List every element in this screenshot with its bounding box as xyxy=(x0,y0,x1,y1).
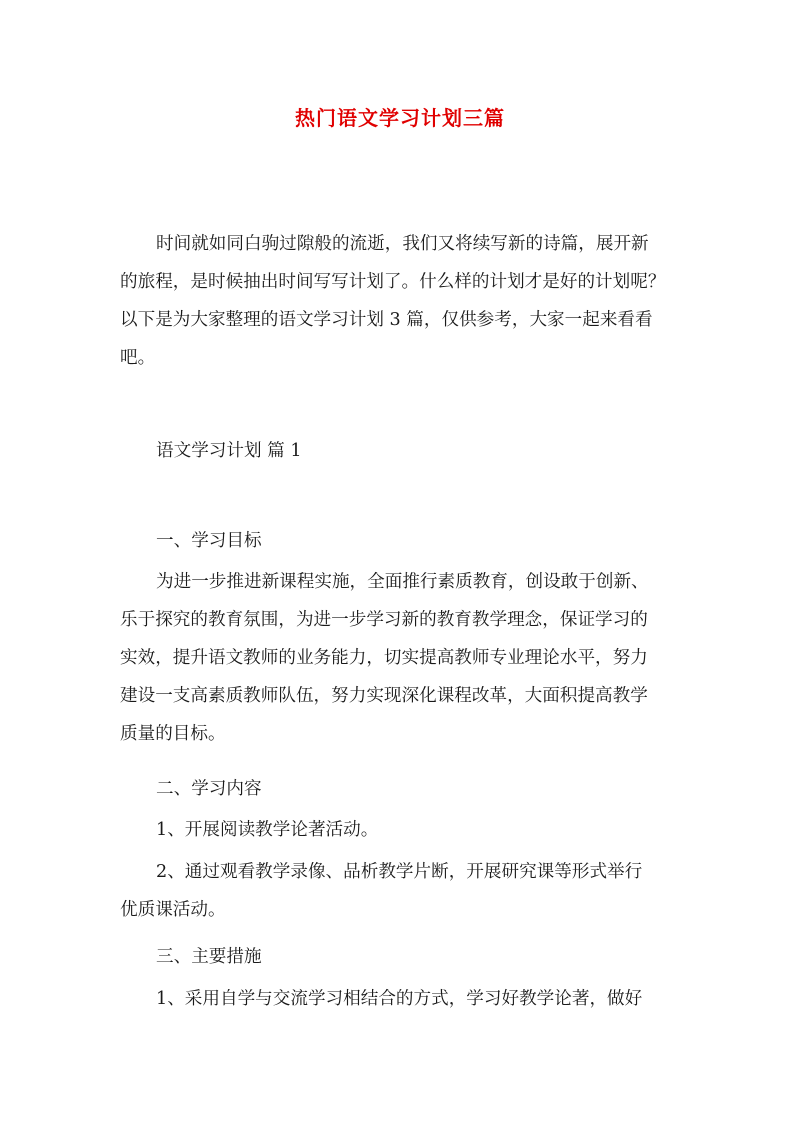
intro-paragraph xyxy=(120,225,690,377)
content-item-2-line: 优质课活动。 xyxy=(120,900,226,920)
section-title: 语文学习计划 篇 1 xyxy=(156,441,302,461)
goal-line: 建设一支高素质教师队伍，努力实现深化课程改革，大面积提高教学 xyxy=(120,686,648,706)
intro-line: 的旅程，是时候抽出时间写写计划了。什么样的计划才是好的计划呢？ xyxy=(120,272,666,292)
content-item-2 xyxy=(120,853,690,929)
goal-line: 乐于探究的教育氛围，为进一步学习新的教育教学理念，保证学习的 xyxy=(120,610,648,630)
intro-line: 吧。 xyxy=(120,348,156,368)
goal-paragraph xyxy=(120,563,690,753)
content-item-1: 1、开展阅读教学论著活动。 xyxy=(156,820,379,840)
content-heading: 二、学习内容 xyxy=(156,779,262,799)
intro-line: 以下是为大家整理的语文学习计划 3 篇，仅供参考，大家一起来看看 xyxy=(120,310,653,330)
goal-heading: 一、学习目标 xyxy=(156,531,262,551)
document-title: 热门语文学习计划三篇 xyxy=(295,106,505,130)
intro-line: 时间就如同白驹过隙般的流逝，我们又将续写新的诗篇，展开新 xyxy=(156,234,649,254)
measures-heading: 三、主要措施 xyxy=(156,947,262,967)
measures-item-1: 1、采用自学与交流学习相结合的方式，学习好教学论著，做好 xyxy=(156,989,643,1009)
content-item-2-line: 2、通过观看教学录像、品析教学片断，开展研究课等形式举行 xyxy=(156,862,643,882)
goal-line: 为进一步推进新课程实施，全面推行素质教育，创设敢于创新、 xyxy=(156,572,649,592)
goal-line: 实效，提升语文教师的业务能力，切实提高教师专业理论水平，努力 xyxy=(120,648,648,668)
goal-line: 质量的目标。 xyxy=(120,724,226,744)
